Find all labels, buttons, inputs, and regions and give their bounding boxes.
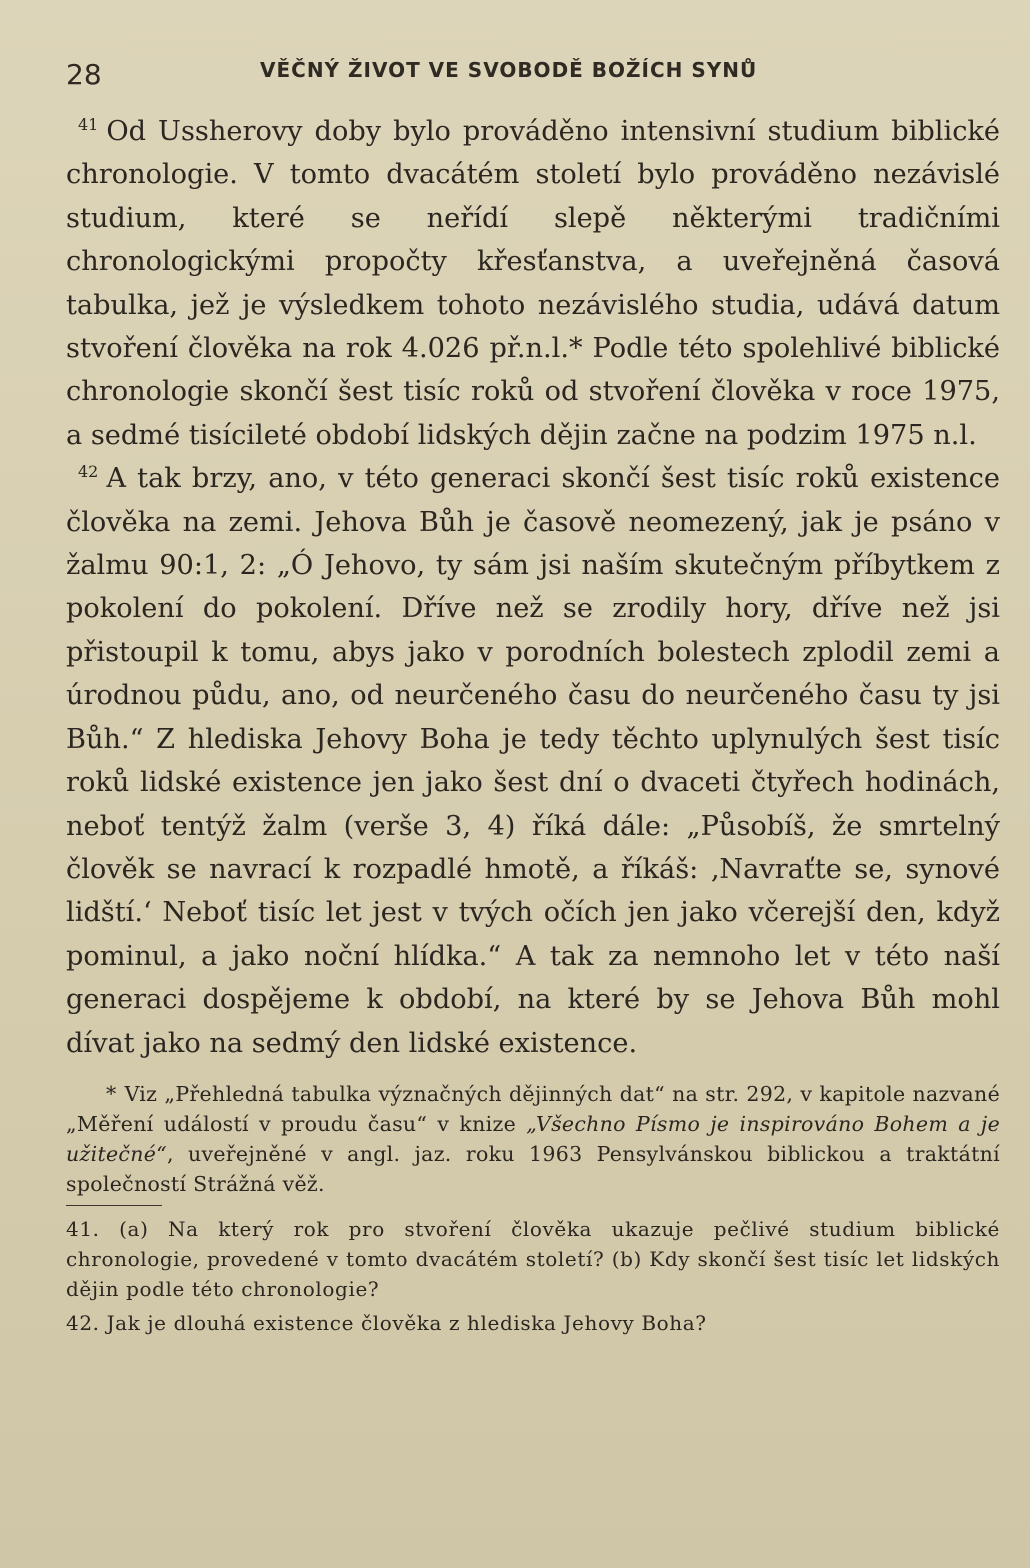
- footnote-book-title: „Všechno Písmo je inspirováno Bohem a je užitečné“: [66, 1111, 1000, 1166]
- footnote-mark: *: [106, 1081, 117, 1106]
- paragraph-text: A tak brzy, ano, v této generaci skončí šest tisíc roků existence člověka na zemi. Jehova Bůh je časově neomezený, jak je psáno v žalmu 90:1, 2: „Ó Jehovo, ty sám jsi naším skutečným příbytkem z pokolení do pokolení. Dříve než se zrodily hory, dříve než jsi přistoupil k tomu, abys jako v porodních bolestech zplodil zemi a úrodnou půdu, ano, od neurčeného času do neurčeného času ty jsi Bůh.“ Z hlediska Jehovy Boha je tedy těchto uplynulých šest tisíc roků lidské existence jen jako šest dní o dvaceti čtyřech hodinách, neboť tentýž žalm (verše 3, 4) říká dále: „Působíš, že smrtelný člověk se navrací k rozpadlé hmotě, a říkáš: ‚Navraťte se, synové lidští.‘ Neboť tisíc let jest v tvých očích jen jako včerejší den, když pominul, a jako noční hlídka.“ A tak za nemnoho let v této naší generaci dospějeme k období, na které by se Jehova Bůh mohl dívat jako na sedmý den lidské existence.: [66, 463, 1000, 1059]
- paragraph-41: [66, 110, 1000, 457]
- paragraph-number: 42: [78, 462, 99, 482]
- question-41: 41. (a) Na který rok pro stvoření člověka ukazuje pečlivé studium biblické chronologie, provedené v tomto dvacátém století? (b) Kdy skončí šest tisíc let lidských dějin podle této chronologie?: [66, 1216, 1000, 1301]
- paragraph-number: 41: [78, 114, 99, 134]
- running-title: VĚČNÝ ŽIVOT VE SVOBODĚ BOŽÍCH SYNŮ: [260, 58, 758, 82]
- page-number: 28: [66, 58, 102, 91]
- divider: [66, 1205, 162, 1206]
- study-questions: [66, 1214, 1000, 1338]
- footnote-text-after: , uveřejněné v angl. jaz. roku 1963 Pensylvánskou biblickou a traktátní společností Strážná věž.: [66, 1141, 1000, 1196]
- footnote: [66, 1079, 1000, 1199]
- footnote-text-before: Viz „Přehledná tabulka význačných dějinných dat“ na str. 292, v kapitole nazvané „Měření událostí v proudu času“ v knize: [66, 1081, 1000, 1136]
- question-42: 42. Jak je dlouhá existence člověka z hlediska Jehovy Boha?: [66, 1310, 707, 1335]
- paragraph-42: [66, 457, 1000, 1065]
- running-head: [66, 48, 1000, 110]
- paragraph-text: Od Ussherovy doby bylo prováděno intensivní studium biblické chronologie. V tomto dvacátém století bylo prováděno nezávislé studium, které se neřídí slepě některými tradičními chronologickými propočty křesťanstva, a uveřejněná časová tabulka, jež je výsledkem tohoto nezávislého studia, udává datum stvoření člověka na rok 4.026 př.n.l.* Podle této spolehlivé biblické chronologie skončí šest tisíc roků od stvoření člověka v roce 1975, a sedmé tisícileté období lidských dějin začne na podzim 1975 n.l.: [66, 116, 1000, 451]
- body-text: [66, 110, 1000, 1065]
